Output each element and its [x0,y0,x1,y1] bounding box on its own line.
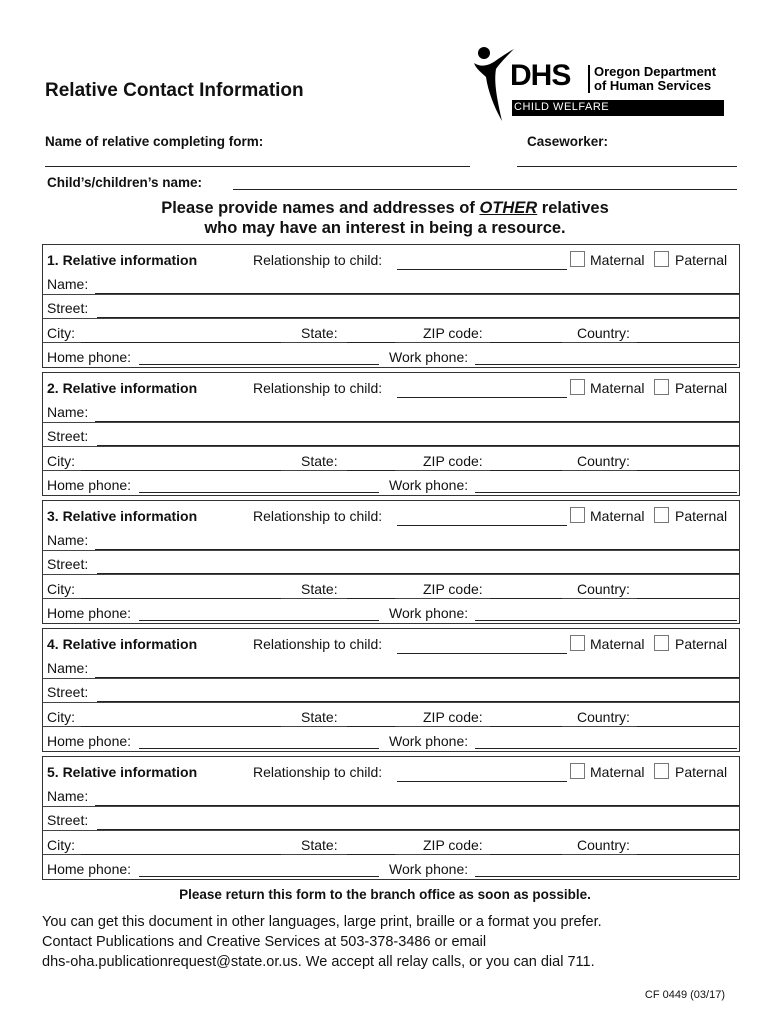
zip-line[interactable] [490,342,562,343]
dhs-acronym: DHS [510,59,571,92]
city-line[interactable] [81,342,281,343]
form-number: CF 0449 (03/17) [644,989,725,1001]
row-separator [43,830,739,831]
work-phone-line[interactable] [475,364,737,365]
name-label: Name: [47,532,89,548]
zip-line[interactable] [490,470,562,471]
home-phone-line[interactable] [139,876,379,877]
country-label: Country: [577,581,630,597]
street-line[interactable] [97,829,739,830]
figure-logo-icon [470,45,514,125]
state-label: State: [301,325,338,341]
block-heading: 2. Relative information [47,380,198,396]
maternal-label: Maternal [590,508,645,524]
state-line[interactable] [347,598,395,599]
relationship-line[interactable] [397,781,567,782]
home-phone-label: Home phone: [47,349,132,365]
relationship-label: Relationship to child: [253,764,383,780]
zip-label: ZIP code: [423,837,483,853]
row-separator [43,422,739,423]
paternal-checkbox[interactable] [654,379,669,395]
zip-line[interactable] [490,854,562,855]
child-name-label: Child’s/children’s name: [47,175,203,190]
work-phone-label: Work phone: [389,861,469,877]
state-line[interactable] [347,342,395,343]
state-line[interactable] [347,854,395,855]
country-line[interactable] [637,598,739,599]
relative-block-3 [42,500,740,624]
city-label: City: [47,581,75,597]
paternal-checkbox[interactable] [654,635,669,651]
city-label: City: [47,837,75,853]
home-phone-label: Home phone: [47,861,132,877]
name-line[interactable] [95,677,739,678]
relationship-label: Relationship to child: [253,636,383,652]
instruction-emphasis: OTHER [479,199,538,217]
country-label: Country: [577,837,630,853]
zip-label: ZIP code: [423,453,483,469]
instruction-line-1 [0,199,770,218]
paternal-label: Paternal [675,764,728,780]
name-line[interactable] [95,805,739,806]
state-line[interactable] [347,470,395,471]
logo-department [594,65,716,93]
paternal-label: Paternal [675,380,728,396]
zip-line[interactable] [490,598,562,599]
name-line[interactable] [95,421,739,422]
country-line[interactable] [637,726,739,727]
child-name-line[interactable] [233,189,737,190]
row-separator [43,318,739,319]
relationship-line[interactable] [397,525,567,526]
instruction-line-2: who may have an interest in being a resource. [204,219,566,237]
maternal-checkbox[interactable] [570,251,585,267]
accessibility-info [42,912,602,972]
state-label: State: [301,453,338,469]
paternal-label: Paternal [675,636,728,652]
maternal-checkbox[interactable] [570,763,585,779]
block-heading: 5. Relative information [47,764,198,780]
info-line-3: dhs-oha.publicationrequest@state.or.us. We accept all relay calls, or you can dial 711. [42,954,595,970]
relationship-label: Relationship to child: [253,252,383,268]
city-line[interactable] [81,470,281,471]
work-phone-line[interactable] [475,620,737,621]
caseworker-label: Caseworker: [527,134,609,149]
city-label: City: [47,453,75,469]
maternal-label: Maternal [590,252,645,268]
state-label: State: [301,837,338,853]
street-label: Street: [47,556,89,572]
country-label: Country: [577,709,630,725]
caseworker-line[interactable] [517,166,737,167]
country-label: Country: [577,325,630,341]
relative-name-line[interactable] [45,166,470,167]
street-label: Street: [47,300,89,316]
work-phone-line[interactable] [475,876,737,877]
zip-label: ZIP code: [423,325,483,341]
logo-dept-line1: Oregon Department [594,64,717,79]
street-line[interactable] [97,445,739,446]
relative-name-label: Name of relative completing form: [45,134,264,149]
instruction-after: relatives [537,199,609,217]
zip-line[interactable] [490,726,562,727]
name-label: Name: [47,276,89,292]
name-line[interactable] [95,549,739,550]
row-separator [43,702,739,703]
maternal-label: Maternal [590,636,645,652]
street-label: Street: [47,812,89,828]
relationship-line[interactable] [397,397,567,398]
work-phone-line[interactable] [475,492,737,493]
work-phone-line[interactable] [475,748,737,749]
row-separator [43,806,739,807]
paternal-label: Paternal [675,252,728,268]
home-phone-line[interactable] [139,748,379,749]
logo-division: CHILD WELFARE [514,101,610,113]
return-note: Please return this form to the branch office as soon as possible. [179,887,591,902]
state-label: State: [301,581,338,597]
home-phone-line[interactable] [139,364,379,365]
row-separator [43,446,739,447]
paternal-checkbox[interactable] [654,251,669,267]
relationship-label: Relationship to child: [253,508,383,524]
city-label: City: [47,709,75,725]
home-phone-label: Home phone: [47,605,132,621]
relative-block-2 [42,372,740,496]
paternal-label: Paternal [675,508,728,524]
relationship-line[interactable] [397,653,567,654]
maternal-label: Maternal [590,764,645,780]
form-title: Relative Contact Information [45,80,304,101]
maternal-checkbox[interactable] [570,507,585,523]
relationship-label: Relationship to child: [253,380,383,396]
work-phone-label: Work phone: [389,349,469,365]
state-line[interactable] [347,726,395,727]
work-phone-label: Work phone: [389,477,469,493]
relative-block-1 [42,244,740,368]
city-label: City: [47,325,75,341]
info-line-1: You can get this document in other languages, large print, braille or a format you prefer. [42,914,602,930]
home-phone-label: Home phone: [47,733,132,749]
country-line[interactable] [637,854,739,855]
logo-division-bar [512,100,724,116]
name-label: Name: [47,404,89,420]
maternal-checkbox[interactable] [570,635,585,651]
zip-label: ZIP code: [423,581,483,597]
name-line[interactable] [95,293,739,294]
info-line-2: Contact Publications and Creative Services at 503-378-3486 or email [42,934,487,950]
name-label: Name: [47,788,89,804]
block-heading: 1. Relative information [47,252,198,268]
relationship-line[interactable] [397,269,567,270]
country-line[interactable] [637,342,739,343]
city-line[interactable] [81,598,281,599]
relative-block-5 [42,756,740,880]
home-phone-label: Home phone: [47,477,132,493]
row-separator [43,678,739,679]
work-phone-label: Work phone: [389,733,469,749]
instruction-before: Please provide names and addresses of [161,199,480,217]
maternal-checkbox[interactable] [570,379,585,395]
paternal-checkbox[interactable] [654,507,669,523]
block-heading: 3. Relative information [47,508,198,524]
street-line[interactable] [97,701,739,702]
relative-block-4 [42,628,740,752]
city-line[interactable] [81,726,281,727]
street-line[interactable] [97,573,739,574]
maternal-label: Maternal [590,380,645,396]
row-separator [43,574,739,575]
street-line[interactable] [97,317,739,318]
street-label: Street: [47,428,89,444]
paternal-checkbox[interactable] [654,763,669,779]
row-separator [43,294,739,295]
country-line[interactable] [637,470,739,471]
work-phone-label: Work phone: [389,605,469,621]
home-phone-line[interactable] [139,492,379,493]
country-label: Country: [577,453,630,469]
row-separator [43,550,739,551]
state-label: State: [301,709,338,725]
zip-label: ZIP code: [423,709,483,725]
home-phone-line[interactable] [139,620,379,621]
logo-divider [588,65,590,93]
city-line[interactable] [81,854,281,855]
logo-dept-line2: of Human Services [594,78,712,93]
block-heading: 4. Relative information [47,636,198,652]
name-label: Name: [47,660,89,676]
dhs-logo [470,45,730,125]
street-label: Street: [47,684,89,700]
